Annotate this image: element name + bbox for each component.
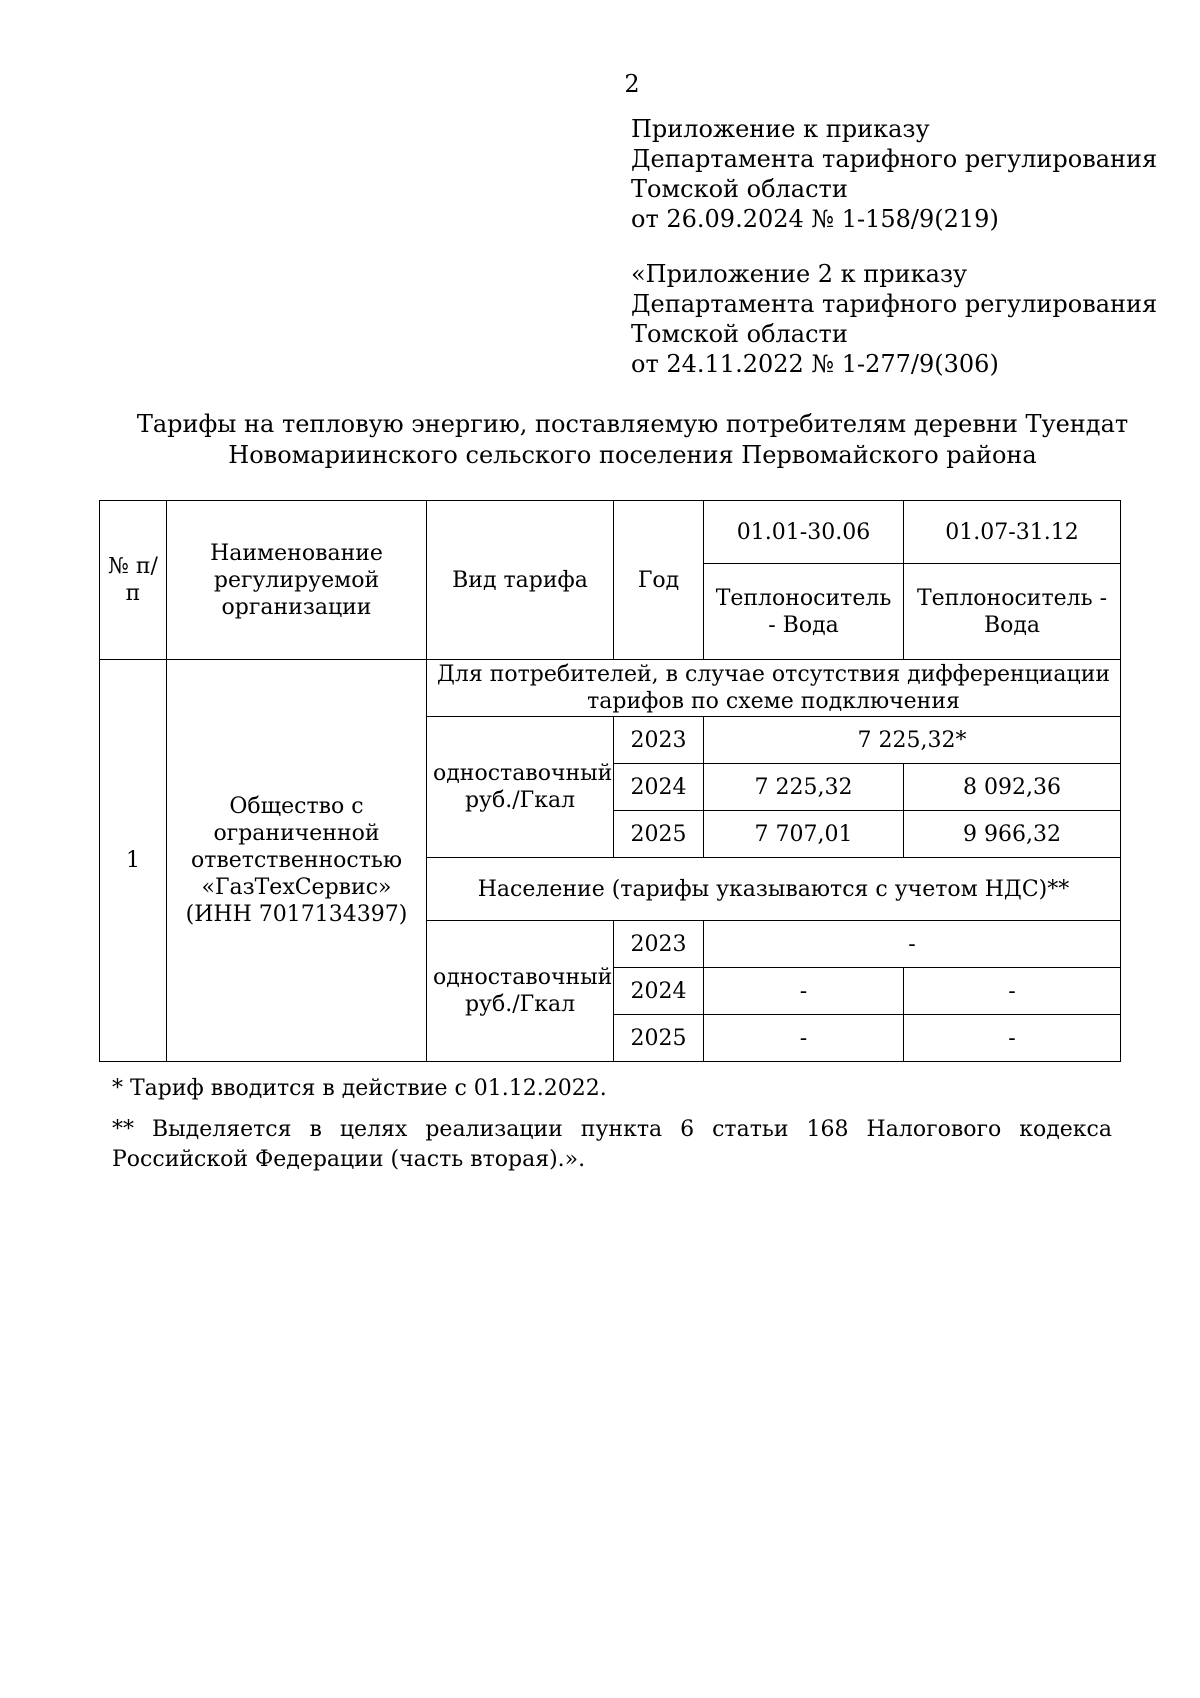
tariff-value-second-half: 9 966,32 bbox=[904, 811, 1121, 858]
year-cell: 2024 bbox=[614, 764, 704, 811]
header-tariff-type: Вид тарифа bbox=[427, 501, 614, 660]
tariff-value-first-half: 7 225,32 bbox=[704, 764, 904, 811]
header-heat-carrier: Теплоноситель - Вода bbox=[704, 564, 904, 660]
tariff-value-merged: - bbox=[704, 921, 1121, 968]
header-period-first-half: 01.01-30.06 bbox=[704, 501, 904, 564]
section-consumers-label: Для потребителей, в случае отсутствия дифференциации тарифов по схеме подключения bbox=[427, 660, 1121, 717]
title-line: Тарифы на тепловую энергию, поставляемую потребителям деревни Туендат bbox=[136, 410, 1129, 438]
row-number: 1 bbox=[100, 660, 167, 1062]
title-line: Новомариинского сельского поселения Первомайского района bbox=[228, 441, 1037, 469]
organization-name: Общество с ограниченной ответственностью «ГазТехСервис» (ИНН 7017134397) bbox=[167, 660, 427, 1062]
footnote-vat: ** Выделяется в целях реализации пункта 6 статьи 168 Налогового кодекса Российской Федерации (часть вторая).». bbox=[112, 1117, 1112, 1172]
original-appendix-reference bbox=[631, 259, 1158, 379]
footnote-effective-date: * Тариф вводится в действие с 01.12.2022. bbox=[112, 1076, 607, 1101]
tariff-table bbox=[99, 500, 1121, 1062]
tariff-value-second-half: - bbox=[904, 1015, 1121, 1062]
header-number: № п/п bbox=[100, 501, 167, 660]
tariff-value-merged: 7 225,32* bbox=[704, 717, 1121, 764]
header-period-second-half: 01.07-31.12 bbox=[904, 501, 1121, 564]
header-organization-name: Наименование регулируемой организации bbox=[167, 501, 427, 660]
tariff-value-first-half: - bbox=[704, 968, 904, 1015]
page-number: 2 bbox=[624, 70, 640, 98]
tariff-value-first-half: - bbox=[704, 1015, 904, 1062]
appendix-reference bbox=[631, 114, 1158, 234]
tariff-type-cell: одноставочный руб./Гкал bbox=[427, 717, 614, 858]
appendix-line: от 24.11.2022 № 1-277/9(306) bbox=[631, 350, 999, 378]
appendix-line: Департамента тарифного регулирования bbox=[631, 145, 1158, 173]
year-cell: 2025 bbox=[614, 811, 704, 858]
tariff-value-second-half: - bbox=[904, 968, 1121, 1015]
appendix-line: Департамента тарифного регулирования bbox=[631, 290, 1158, 318]
appendix-line: Томской области bbox=[631, 320, 848, 348]
year-cell: 2024 bbox=[614, 968, 704, 1015]
year-cell: 2023 bbox=[614, 921, 704, 968]
appendix-line: Приложение к приказу bbox=[631, 115, 930, 143]
year-cell: 2023 bbox=[614, 717, 704, 764]
header-heat-carrier: Теплоноситель - Вода bbox=[904, 564, 1121, 660]
appendix-line: «Приложение 2 к приказу bbox=[631, 260, 968, 288]
tariff-value-first-half: 7 707,01 bbox=[704, 811, 904, 858]
appendix-line: Томской области bbox=[631, 175, 848, 203]
document-title bbox=[90, 409, 1175, 471]
tariff-value-second-half: 8 092,36 bbox=[904, 764, 1121, 811]
header-year: Год bbox=[614, 501, 704, 660]
tariff-type-cell: одноставочный руб./Гкал bbox=[427, 921, 614, 1062]
appendix-line: от 26.09.2024 № 1-158/9(219) bbox=[631, 205, 999, 233]
section-population-label: Население (тарифы указываются с учетом НДС)** bbox=[427, 858, 1121, 921]
year-cell: 2025 bbox=[614, 1015, 704, 1062]
